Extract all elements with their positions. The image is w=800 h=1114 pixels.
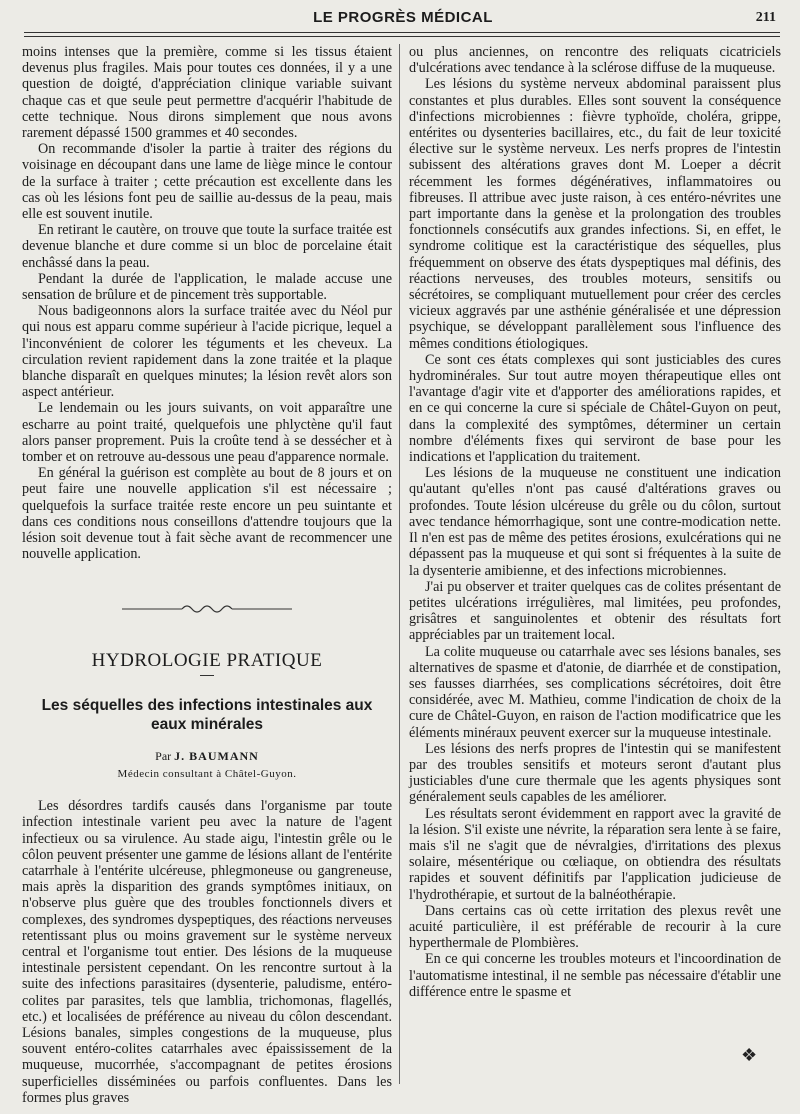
paragraph: Les lésions du système nerveux abdominal paraissent plus constantes et plus durables. Elles sont souvent la conséquence d'infections microbiennes : fièvre typhoïde, choléra, grippe, entérites ou dysenteries bacillaires, etc., du fait de leur toxicité élective sur le système nerveux. Les nerfs propres de l'intestin subissent des altérations graves dont M. Loeper a décrit récemment les formes dégénératives, inflammatoires ou fibreuses. Il attribue avec juste raison, à ces entéro-névrites une part importante dans la genèse et la prolongation des troubles fonctionnels consécutifs aux grandes infections. Si, en effet, le syndrome colitique est la caractéristique des séquelles, plus fréquemment on observe des états dyspeptiques mal définis, des réactions nerveuses, des troubles moteurs, sensitifs ou sécrétoires, se compliquant mutuellement pour créer des cercles vicieux aggravés par une asthénie généralisée et une dépression psychique, se développant parallèlement sous l'influence des mêmes conditions étiologiques.	[409, 76, 781, 352]
wavy-rule-ornament-icon	[122, 603, 292, 615]
paragraph: En général la guérison est complète au bout de 8 jours et on peut faire une nouvelle application s'il est nécessaire ; quelquefois la surface traitée reste encore un peu suintante et dans ces conditions nous conseillons d'attendre toujours que la lésion soit devenue tout à fait sèche avant de recommencer une nouvelle application.	[22, 465, 392, 563]
paragraph: Les désordres tardifs causés dans l'organisme par toute infection intestinale varient peu avec la nature de l'agent infectieux ou sa virulence. Au stade aigu, l'intestin grêle ou le côlon peuvent présenter une gamme de lésions allant de l'entérite catarrhale à l'entérite ulcéreuse, phlegmoneuse ou gangreneuse, mais après la disparition des grands symptômes initiaux, on n'observe plus guère que des troubles fonctionnels divers et complexes, des syndromes dyspeptiques, des réactions nerveuses retentissant plus ou moins gravement sur le système nerveux central et l'organisme tout entier. Des lésions de la muqueuse intestinale persistent cependant. On les rencontre surtout à la suite des infections parasitaires (dysenterie, paludisme, entéro-colites par parasites, tels que lamblia, trichomonas, flagellés, etc.) et localisées de préférence au niveau du côlon descendant. Lésions banales, simples congestions de la muqueuse, plus souvent entéro-colites catarrhales avec épaississement de la muqueuse, mucorrhée, s'accompagnant de petites érosions superficielles disséminées ou parfois confluentes. Dans les formes plus graves	[22, 798, 392, 1106]
journal-title: LE PROGRÈS MÉDICAL	[313, 9, 493, 26]
paragraph: En ce qui concerne les troubles moteurs et l'incoordination de l'automatisme intestinal, il ne semble pas nécessaire d'établir une différence entre le spasme et	[409, 951, 781, 1000]
header-rule-double	[24, 36, 780, 37]
paragraph: Le lendemain ou les jours suivants, on voit apparaître une escharre au point traité, quelquefois une phlyctène qu'il faut alors panser proprement. Puis la croûte tend à se dessécher et à tomber et on retrouve au-dessous une peau d'apparence normale.	[22, 400, 392, 466]
left-column	[22, 44, 392, 1106]
paragraph: Les résultats seront évidemment en rapport avec la gravité de la lésion. S'il existe une névrite, la réparation sera lente à se faire, mais s'il ne s'agit que de névralgies, d'irritations des plexus solaire, mésentérique ou cœliaque, on obtiendra des résultats rapides et souvent définitifs par l'application judicieuse de l'hydrothérapie, et surtout de la balnéothérapie.	[409, 805, 781, 903]
paragraph: Dans certains cas où cette irritation des plexus revêt une acuité particulière, il est préférable de recourir à la cure hyperthermale de Plombières.	[409, 902, 781, 952]
right-column	[409, 44, 781, 1000]
paragraph: Les lésions des nerfs propres de l'intestin qui se manifestent par des troubles sensitifs et moteurs seront d'autant plus justiciables d'une cure thermale que les agents physiques sont généralement seuls capables de les améliorer.	[409, 740, 781, 806]
article-title: Les séquelles des infections intestinales aux eaux minérales	[41, 696, 373, 733]
header-rule	[24, 32, 780, 33]
page-number: 211	[755, 10, 776, 25]
paragraph: Pendant la durée de l'application, le malade accuse une sensation de brûlure et de pincement très supportable.	[22, 270, 392, 304]
title-divider	[200, 675, 214, 676]
byline	[22, 748, 392, 764]
fleuron-icon: ❖	[741, 1045, 758, 1065]
paragraph: J'ai pu observer et traiter quelques cas de colites présentant de petites ulcérations irrégulières, mal limitées, peu profondes, grisâtres et sanguinolentes et obtenir des résultats fort appréciables par un traitement local.	[409, 578, 781, 644]
page-header	[28, 6, 778, 30]
paragraph: Les lésions de la muqueuse ne constituent une indication qu'autant qu'elles n'ont pas causé d'altérations graves ou profondes. Toute lésion ulcéreuse du grêle ou du côlon, surtout avec tendance hémorrhagique, sont une contre-modication nette. Il n'en est pas de même des petites érosions, exulcérations qui ne dépassent pas la muqueuse et qui sont si fréquentes à la suite de la dysenterie amibienne, et des infections microbiennes.	[409, 465, 781, 579]
paragraph: On recommande d'isoler la partie à traiter des régions du voisinage en découpant dans une lame de liège mince le contour de la surface à traiter ; cette précaution est excellente dans les cas où les lésions font peu de saillie au-dessus de la peau, mais elle est souvent inutile.	[22, 141, 392, 223]
paragraph: Nous badigeonnons alors la surface traitée avec du Néol pur qui nous est apparu comme supérieur à l'acide picrique, lequel a l'inconvénient de colorer les téguments et les cheveux. La circulation revient rapidement dans la zone traitée et la plaque blanche disparaît en quelques minutes; la lésion revêt alors son aspect antérieur.	[22, 303, 392, 401]
paragraph: La colite muqueuse ou catarrhale avec ses lésions banales, ses alternatives de spasme et d'atonie, de diarrhée et de constipation, ses fausses diarrhées, ses complications sécrétoires, doit être considérée, avec M. Mathieu, comme l'indication de choix de la cure de Châtel-Guyon, en raison de l'action modificatrice que les éléments minéraux peuvent exercer sur la muqueuse intestinale.	[409, 643, 781, 741]
author-name: J. BAUMANN	[174, 748, 259, 763]
column-divider	[399, 44, 400, 1084]
byline-prefix: Par	[155, 748, 172, 763]
paragraph: ou plus anciennes, on rencontre des reliquats cicatriciels d'ulcérations avec tendance à la sclérose diffuse de la muqueuse.	[409, 44, 781, 77]
paragraph: moins intenses que la première, comme si les tissus étaient devenus plus fragiles. Mais pour toutes ces données, il y a une question de doigté, d'appréciation clinique variable suivant chaque cas et que seule peut permettre d'acquérir l'habitude de cette technique. Nous dirons simplement que nous avons rarement dépassé 1500 grammes et 40 secondes.	[22, 44, 392, 142]
section-title: HYDROLOGIE PRATIQUE	[91, 649, 323, 671]
paragraph: Ce sont ces états complexes qui sont justiciables des cures hydrominérales. Sur tout autre moyen thérapeutique elles ont l'avantage d'agir vite et d'apporter des améliorations rapides, et en ce qui concerne la cure si spéciale de Châtel-Guyon on peut, dans la complexité des symptômes, déterminer un certain nombre d'éléments fixes qui serviront de base pour les indications et l'application du traitement.	[409, 351, 781, 466]
paragraph: En retirant le cautère, on trouve que toute la surface traitée est devenue blanche et dure comme si un bloc de porcelaine était enchâssé dans la peau.	[22, 222, 392, 271]
author-affiliation: Médecin consultant à Châtel-Guyon.	[117, 767, 297, 780]
